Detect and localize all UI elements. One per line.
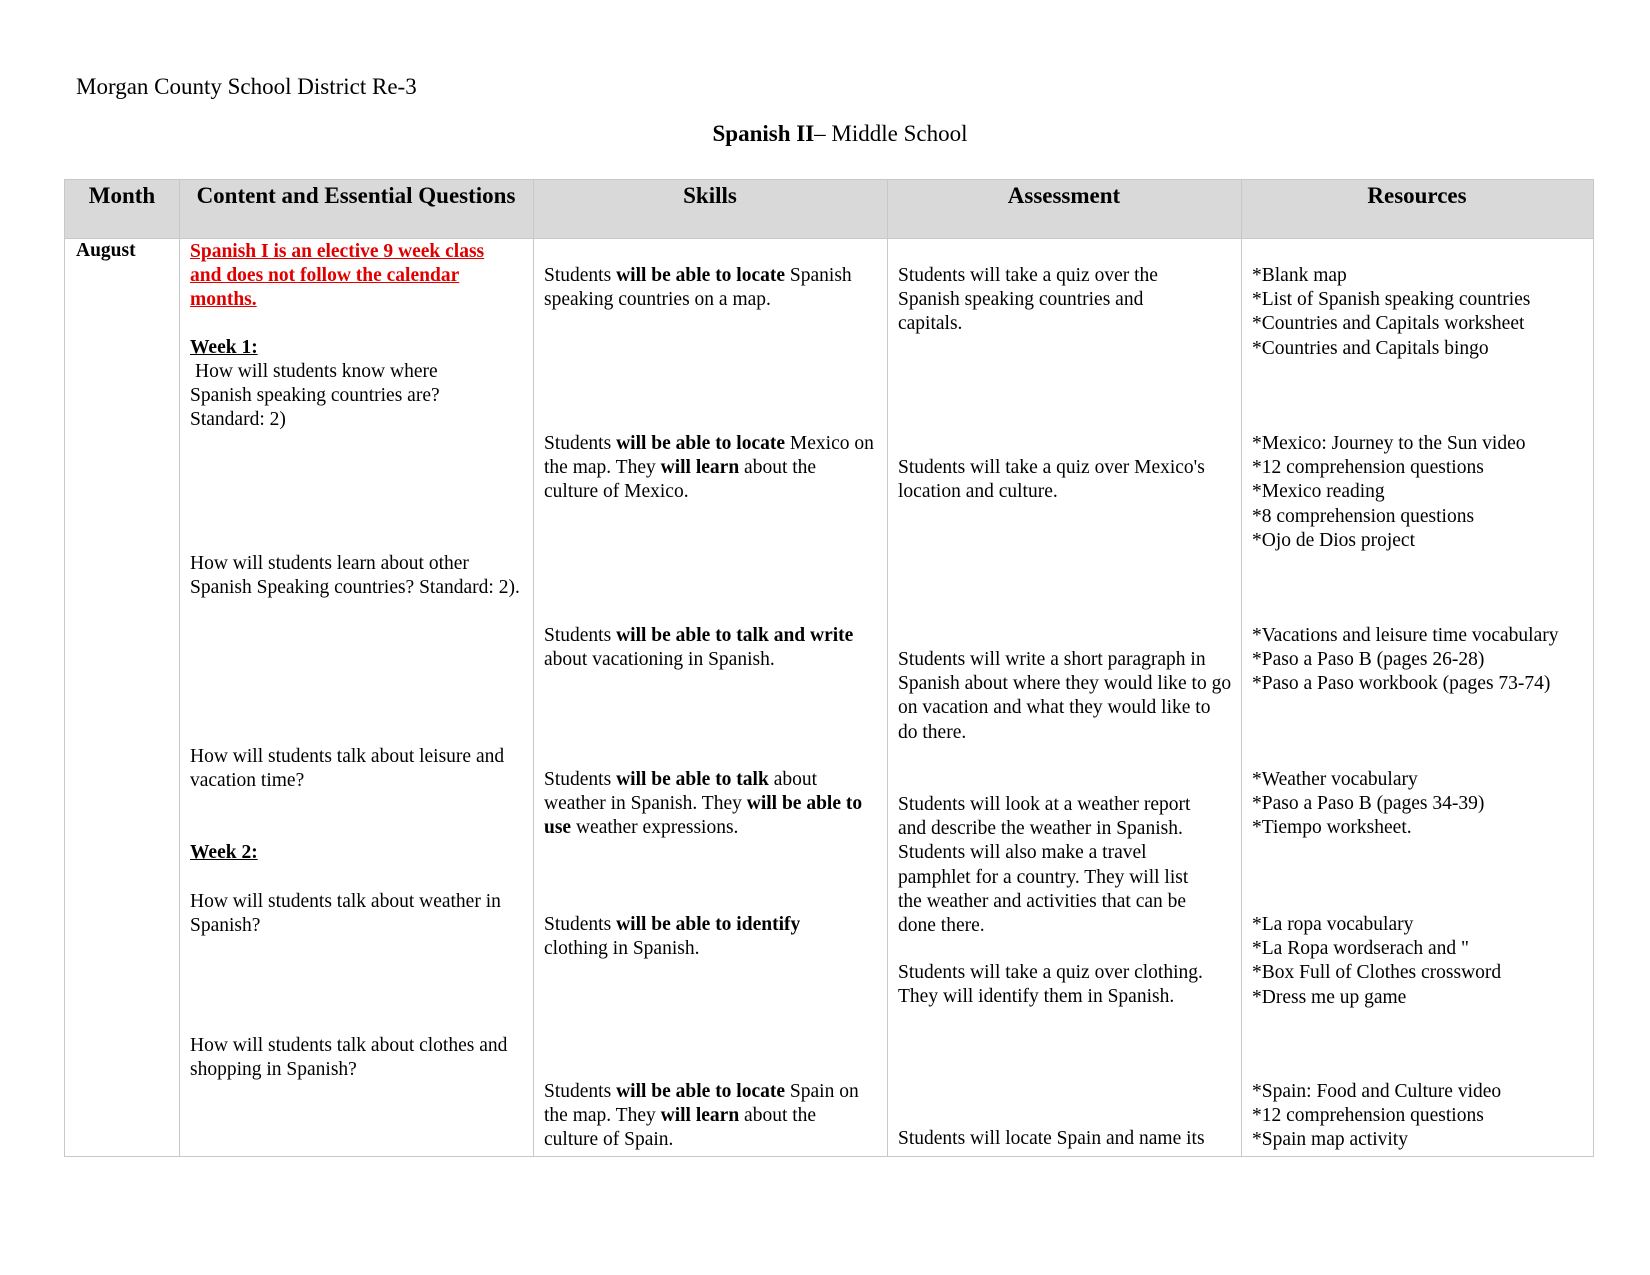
header-month: Month bbox=[88, 183, 156, 208]
skill-text: Students bbox=[544, 625, 617, 646]
column-divider bbox=[179, 180, 180, 1156]
question-2: How will students learn about other Spanish Speaking countries? Standard: 2). bbox=[190, 553, 520, 599]
header-resources: Resources bbox=[1367, 183, 1467, 208]
resource-item: *Spain: Food and Culture video bbox=[1252, 1081, 1502, 1102]
skill-emphasis: will be able to use bbox=[544, 793, 863, 839]
course-title-rest: – Middle School bbox=[814, 121, 968, 146]
course-title bbox=[0, 121, 1650, 147]
curriculum-table bbox=[64, 179, 1594, 1157]
skill-text: Students bbox=[544, 1081, 617, 1102]
skill-text: clothing in Spanish. bbox=[544, 938, 700, 960]
question-5: How will students talk about clothes and shopping in Spanish? bbox=[190, 1035, 508, 1081]
district-title: Morgan County School District Re-3 bbox=[76, 74, 417, 99]
resource-item: *La ropa vocabulary bbox=[1252, 914, 1414, 935]
table-header bbox=[65, 180, 1593, 239]
skill-emphasis: will be able to locate bbox=[616, 433, 786, 454]
skill-text: Students bbox=[544, 914, 617, 935]
assessment-2: Students will take a quiz over Mexico's location and culture. bbox=[898, 457, 1205, 503]
resource-item: *Mexico: Journey to the Sun video bbox=[1252, 433, 1526, 454]
resource-item: *Mexico reading bbox=[1252, 481, 1385, 503]
skill-2 bbox=[544, 432, 874, 505]
skill-text: about weather in Spanish. They bbox=[544, 769, 818, 815]
resource-item: *Paso a Paso workbook (pages 73-74) bbox=[1252, 673, 1551, 695]
question-4: How will students talk about weather in Spanish? bbox=[190, 891, 501, 937]
week2-label: Week 2: bbox=[190, 842, 258, 863]
skill-6 bbox=[544, 1080, 874, 1153]
assessment-1: Students will take a quiz over the Spanish speaking countries and capitals. bbox=[898, 265, 1158, 335]
skill-text: weather expressions. bbox=[571, 817, 739, 839]
skill-emphasis: will be able to locate bbox=[616, 1081, 786, 1102]
resource-item: *Countries and Capitals worksheet bbox=[1252, 313, 1525, 335]
question-3: How will students talk about leisure and vacation time? bbox=[190, 746, 505, 792]
skill-emphasis: will be able to locate bbox=[616, 265, 786, 286]
week1-label: Week 1: bbox=[190, 337, 258, 358]
skill-3 bbox=[544, 624, 864, 672]
month-cell: August bbox=[76, 240, 136, 261]
skill-5 bbox=[544, 913, 864, 961]
header-assessment: Assessment bbox=[1007, 183, 1121, 208]
resource-item: *Vacations and leisure time vocabulary bbox=[1252, 625, 1559, 646]
skill-emphasis: will be able to identify bbox=[616, 914, 801, 935]
resources-group-3 bbox=[1252, 624, 1558, 697]
course-title-bold: Spanish II bbox=[712, 121, 815, 146]
resource-item: *Box Full of Clothes crossword bbox=[1252, 962, 1502, 984]
skill-text: Spain on the map. They bbox=[544, 1081, 859, 1127]
assessment-3: Students will write a short paragraph in Spanish about where they would like to go on vacation and what they would like to do there. bbox=[898, 649, 1232, 743]
resource-item: *Ojo de Dios project bbox=[1252, 529, 1416, 551]
resource-item: *12 comprehension questions bbox=[1252, 1105, 1484, 1127]
skill-text: Students bbox=[544, 769, 617, 790]
skill-text: Mexico on the map. They bbox=[544, 433, 874, 479]
skill-emphasis: will learn bbox=[660, 457, 740, 479]
skill-4 bbox=[544, 768, 869, 841]
assessment-6: Students will locate Spain and name its bbox=[898, 1128, 1205, 1149]
skill-1 bbox=[544, 264, 874, 312]
column-divider bbox=[887, 180, 888, 1156]
resources-group-4 bbox=[1252, 768, 1484, 841]
skill-emphasis: will learn bbox=[660, 1105, 740, 1127]
resource-item: *Paso a Paso B (pages 26-28) bbox=[1252, 649, 1485, 671]
resource-item: *8 comprehension questions bbox=[1252, 505, 1475, 527]
resources-group-6 bbox=[1252, 1080, 1501, 1153]
skill-text: Students bbox=[544, 433, 617, 454]
resources-group-2 bbox=[1252, 432, 1526, 553]
skill-text: about vacationing in Spanish. bbox=[544, 649, 775, 671]
resource-item: *Weather vocabulary bbox=[1252, 769, 1418, 790]
skill-text: about the culture of Mexico. bbox=[544, 457, 817, 503]
resource-item: *Blank map bbox=[1252, 265, 1347, 286]
skill-text: about the culture of Spain. bbox=[544, 1105, 817, 1151]
column-divider bbox=[1241, 180, 1242, 1156]
resource-item: *12 comprehension questions bbox=[1252, 457, 1484, 479]
elective-note: Spanish I is an elective 9 week class and does not follow the calendar months. bbox=[190, 241, 485, 311]
skill-text: Students bbox=[544, 265, 617, 286]
resource-item: *Countries and Capitals bingo bbox=[1252, 337, 1489, 359]
skill-emphasis: will be able to talk and write bbox=[616, 625, 854, 646]
header-skills: Skills bbox=[683, 183, 737, 208]
question-1: How will students know where Spanish speaking countries are? Standard: 2) bbox=[190, 361, 440, 431]
assessment-5: Students will take a quiz over clothing. They will identify them in Spanish. bbox=[898, 962, 1203, 1008]
resource-item: *Paso a Paso B (pages 34-39) bbox=[1252, 793, 1485, 815]
skill-emphasis: will be able to talk bbox=[616, 769, 769, 790]
resource-item: *Tiempo worksheet. bbox=[1252, 817, 1412, 839]
assessment-4: Students will look at a weather report and describe the weather in Spanish. Students will also make a travel pamphlet for a country. They will list the weather and activities that can be done there. bbox=[898, 794, 1191, 937]
resource-item: *Spain map activity bbox=[1252, 1129, 1408, 1151]
resources-group-1 bbox=[1252, 264, 1530, 361]
resource-item: *List of Spanish speaking countries bbox=[1252, 289, 1531, 311]
column-divider bbox=[533, 180, 534, 1156]
skill-text: Spanish speaking countries on a map. bbox=[544, 265, 852, 311]
resource-item: *La Ropa wordserach and " bbox=[1252, 938, 1469, 960]
resources-group-5 bbox=[1252, 913, 1501, 1010]
header-content: Content and Essential Questions bbox=[196, 183, 516, 208]
resource-item: *Dress me up game bbox=[1252, 986, 1407, 1008]
